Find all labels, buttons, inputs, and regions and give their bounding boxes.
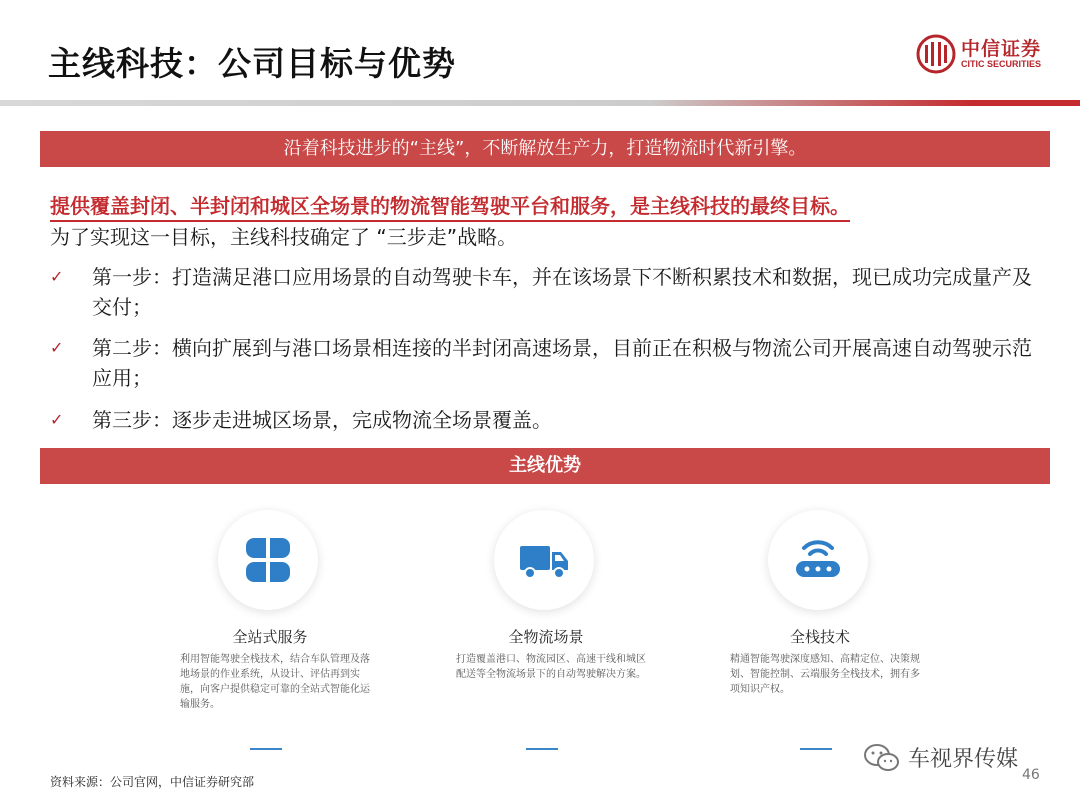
four-petal-icon	[240, 532, 296, 588]
icon-circle	[494, 510, 594, 610]
card-description: 精通智能驾驶深度感知、高精定位、决策规划、智能控制、云端服务全栈技术，拥有多项知识产权。	[730, 654, 920, 695]
step-text: 第三步：逐步走进城区场景，完成物流全场景覆盖。	[92, 408, 552, 432]
step-item	[50, 333, 1050, 393]
truck-icon	[516, 532, 572, 588]
checkmark-icon: ✓	[50, 410, 64, 429]
card-title: 全站式服务	[232, 628, 308, 646]
step-item	[50, 405, 1050, 435]
step-item	[50, 262, 1050, 322]
ultimate-goal-text: 提供覆盖封闭、半封闭和城区全场景的物流智能驾驶平台和服务，是主线科技的最终目标。	[50, 190, 850, 222]
advantage-card-full-service	[170, 510, 370, 760]
card-accent-line	[526, 748, 558, 750]
watermark-text: 车视界传媒	[908, 747, 1019, 772]
strategy-intro-text: 为了实现这一目标，主线科技确定了 “三步走”战略。	[50, 225, 518, 249]
citic-logo	[916, 32, 1064, 76]
wechat-icon	[862, 742, 902, 774]
card-description: 利用智能驾驶全栈技术，结合车队管理及落地场景的作业系统，从设计、评估再到实施，向客户提供稳定可靠的全站式智能化运输服务。	[180, 654, 370, 710]
icon-circle	[218, 510, 318, 610]
router-wifi-icon	[790, 532, 846, 588]
advantage-card-full-logistics	[446, 510, 646, 760]
icon-circle	[768, 510, 868, 610]
advantage-card-full-stack	[720, 510, 920, 760]
card-accent-line	[250, 748, 282, 750]
advantages-banner: 主线优势	[40, 448, 1050, 484]
source-note: 资料来源：公司官网，中信证券研究部	[50, 775, 255, 789]
checkmark-icon: ✓	[50, 267, 64, 286]
citic-logo-mark-icon	[916, 34, 956, 74]
mission-banner: 沿着科技进步的“主线”，不断解放生产力，打造物流时代新引擎。	[40, 131, 1050, 167]
card-accent-line	[800, 748, 832, 750]
card-title: 全物流场景	[508, 628, 584, 646]
logo-english-name: CITIC SECURITIES	[961, 59, 1042, 69]
page-title: 主线科技：公司目标与优势	[48, 44, 456, 83]
page-number: 46	[1022, 767, 1040, 783]
step-text: 第一步：打造满足港口应用场景的自动驾驶卡车，并在该场景下不断积累技术和数据，现已成功完成量产及交付；	[92, 265, 1032, 319]
checkmark-icon: ✓	[50, 338, 64, 357]
header-divider	[0, 100, 1080, 106]
logo-chinese-name: 中信证券	[961, 38, 1042, 60]
card-description: 打造覆盖港口、物流园区、高速干线和城区配送等全物流场景下的自动驾驶解决方案。	[456, 654, 646, 680]
card-title: 全栈技术	[789, 628, 850, 646]
step-text: 第二步：横向扩展到与港口场景相连接的半封闭高速场景，目前正在积极与物流公司开展高速自动驾驶示范应用；	[92, 336, 1032, 390]
